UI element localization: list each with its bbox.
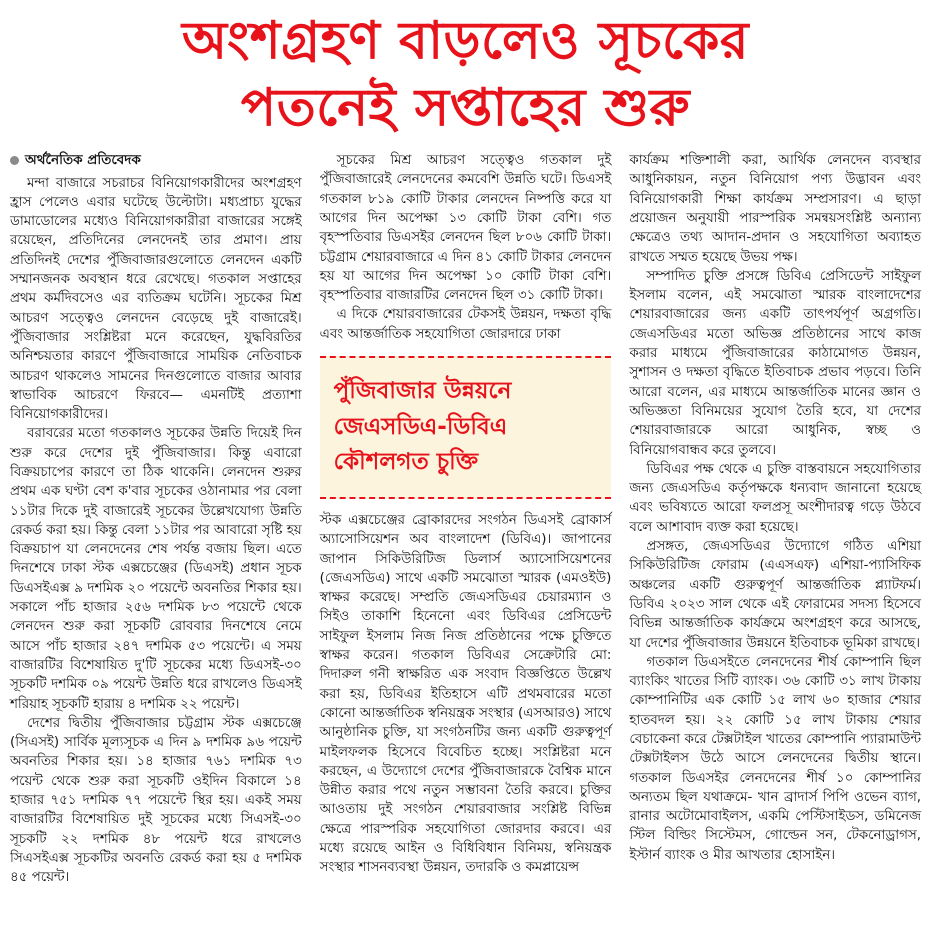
byline-text: অর্থনৈতিক প্রতিবেদক <box>25 152 141 169</box>
highlight-box <box>320 356 612 499</box>
paragraph-col1-3: দেশের দ্বিতীয় পুঁজিবাজার চট্টগ্রাম স্টক এক্সচেঞ্জে (সিএসই) সার্বিক মূল্যসূচক এ দিন ৯ দশমিক ৯৬ পয়েন্ট অবনতির শিকার হয়। ১৪ হাজার ৭৬১ দশমিক ৭৩ পয়েন্ট থেকে শুরু করা সূচকটি ওইদিন বিকালে ১৪ হাজার ৭৫১ দশমিক ৭৭ পয়েন্টে স্থির হয়। একই সময় বাজারটির বিশেষায়িত দুই সূচকের মধ্যে সিএসই-৩০ সূচকটি ২২ দশমিক ৪৮ পয়েন্ট ধরে রাখলেও সিএসইএক্স সূচকটির অবনতি রেকর্ড করা হয় ৫ দশমিক ৪৫ পয়েন্ট। <box>10 715 302 886</box>
column-2 <box>320 151 612 878</box>
highlight-box-text: পুঁজিবাজার উন্নয়নে জেএসডিএ-ডিবিএ কৌশলগত চুক্তি <box>333 378 512 476</box>
column-3 <box>629 151 921 865</box>
column-1 <box>10 151 302 887</box>
article-body <box>10 151 921 887</box>
article-headline <box>10 8 921 141</box>
paragraph-col2-1: সূচকের মিশ্র আচরণ সত্ত্বেও গতকাল দুই পুঁজিবাজারেই লেনদেনের কমবেশি উন্নতি ঘটে। ডিএসই গতকাল ৮১৯ কোটি টাকার লেনদেন নিষ্পত্তি করে যা আগের দিন অপেক্ষা ১৩ কোটি টাকা বেশি। গত বৃহস্পতিবার ডিএসইর লেনদেন ছিল ৮০৬ কোটি টাকা। চট্টগ্রাম শেয়ারবাজারে এ দিন ৪১ কোটি টাকার লেনদেন হয় যা আগের দিন অপেক্ষা ১০ কোটি টাকা বেশি। বৃহস্পতিবার বাজারটির লেনদেন ছিল ৩১ কোটি টাকা। <box>319 153 612 304</box>
paragraph-col2-3: স্টক এক্সচেঞ্জের ব্রোকারদের সংগঠন ডিএসই ব্রোকার্স অ্যাসোসিয়েশন অব বাংলাদেশ (ডিবিএ)। জাপানের জাপান সিকিউরিটিজ ডিলার্স অ্যাসোসিয়েশনের (জেএসডিএ) সাথে একটি সমঝোতা স্মারক (এমওইউ) স্বাক্ষর করেছে। সম্প্রতি জেএসডিএর চেয়ারম্যান ও সিইও তাকাশি হিনেনো এবং ডিবিএর প্রেসিডেন্ট সাইফুল ইসলাম নিজ নিজ প্রতিষ্ঠানের পক্ষে চুক্তিতে স্বাক্ষর করেন। গতকাল ডিবিএর সেক্রেটারি মো: দিদারুল গনী স্বাক্ষরিত এক সংবাদ বিজ্ঞপ্তিতে উল্লেখ করা হয়, ডিবিএর ইতিহাসে এটি প্রথমবারের মতো কোনো আন্তর্জাতিক স্বনিয়ন্ত্রক সংস্থার (এসআরও) সাথে আনুষ্ঠানিক চুক্তি, যা সংগঠনটির জন্য একটি গুরুত্বপূর্ণ মাইলফলক হিসেবে বিবেচিত হচ্ছে। সংশ্লিষ্টরা মনে করছেন, এ উদ্যোগে দেশের পুঁজিবাজারকে বৈশ্বিক মানে উন্নীত করার পথে নতুন সম্ভাবনা তৈরি করবে। চুক্তির আওতায় দুই সংগঠন শেয়ারবাজার সংশ্লিষ্ট বিভিন্ন ক্ষেত্রে পারস্পরিক সহযোগিতা জোরদার করবে। এর মধ্যে রয়েছে আইন ও বিধিবিধান বিনিময়, স্বনিয়ন্ত্রক সংস্থার শাসনব্যবস্থা উন্নয়ন, তদারকি ও কমপ্লায়েন্স <box>319 512 612 876</box>
paragraph-col3-2: সম্পাদিত চুক্তি প্রসঙ্গে ডিবিএ প্রেসিডেন্ট সাইফুল ইসলাম বলেন, এই সমঝোতা স্মারক বাংলাদেশের শেয়ারবাজারের জন্য একটি তাৎপর্যপূর্ণ অগ্রগতি। জেএসডিএর মতো অভিজ্ঞ প্রতিষ্ঠানের সাথে কাজ করার মাধ্যমে পুঁজিবাজারের কাঠামোগত উন্নয়ন, সুশাসন ও দক্ষতা বৃদ্ধিতে ইতিবাচক প্রভাব পড়বে। তিনি আরো বলেন, এর মাধ্যমে আন্তর্জাতিক মানের জ্ঞান ও অভিজ্ঞতা বিনিময়ের সুযোগ তৈরি হবে, যা দেশের শেয়ারবাজারকে আরো আধুনিক, স্বচ্ছ ও বিনিয়োগবান্ধব করে তুলবে। <box>629 268 922 458</box>
headline-line-1: অংশগ্রহণ বাড়লেও সূচকের <box>182 11 749 71</box>
paragraph-col3-1: কার্যক্রম শক্তিশালী করা, আর্থিক লেনদেন ব্যবস্থার আধুনিকায়ন, নতুন বিনিয়োগ পণ্য উদ্ভাবন এবং বিনিয়োগকারী শিক্ষা কার্যক্রম সম্প্রসারণ। এ ছাড়া প্রয়োজন অনুযায়ী পারস্পরিক সমন্বয়সংশ্লিষ্ট অন্যান্য ক্ষেত্রেও তথ্য আদান-প্রদান ও সহযোগিতা অব্যাহত রাখতে সম্মত হয়েছে উভয় পক্ষ। <box>629 153 922 265</box>
paragraph-col3-5: গতকাল ডিএসইতে লেনদেনের শীর্ষ কোম্পানি ছিল ব্যাংকিং খাতের সিটি ব্যাংক। ৩৬ কোটি ৩১ লাখ টাকায় কোম্পানিটির এক কোটি ১৫ লাখ ৬০ হাজার শেয়ার হাতবদল হয়। ২২ কোটি ১৫ লাখ টাকায় শেয়ার বেচাকেনা করে টেক্সটাইল খাতের কোম্পানি প্যারামাউন্ট টেক্সটাইলস উঠে আসে লেনদেনের দ্বিতীয় স্থানে। গতকাল ডিএসইর লেনদেনের শীর্ষ ১০ কোম্পানির অন্যতম ছিল যথাক্রমে- খান ব্রাদার্স পিপি ওভেন ব্যাগ, রানার অটোমোবাইলস, একমি পেস্টিসাইডস, ডমিনেজ স্টিল বিল্ডিং সিস্টেমস, গোল্ডেন সন, টেকনোড্রাগস, ইস্টার্ন ব্যাংক ও মীর আখতার হোসাইন। <box>629 654 922 863</box>
paragraph-col1-1: মন্দা বাজারে সচরাচর বিনিয়োগকারীদের অংশগ্রহণ হ্রাস পেলেও এবার ঘটেছে উল্টোটা। মধ্যপ্রাচ্য যুদ্ধের ডামাডোলের মধ্যেও বিনিয়োগকারীরা বাজারের সঙ্গেই রয়েছেন, প্রতিদিনের লেনদেনই তার প্রমাণ। প্রায় প্রতিদিনই দেশের পুঁজিবাজারগুলোতে লেনদেন একটি সম্মানজনক অবস্থান ধরে রেখেছে। গতকাল সপ্তাহের প্রথম কর্মদিবসেও এর ব্যতিক্রম ঘটেনি। সূচকের মিশ্র আচরণ সত্ত্বেও লেনদেন বেড়েছে দুই বাজারেই। পুঁজিবাজার সংশ্লিষ্টরা মনে করেছেন, যুদ্ধবিরতির অনিশ্চয়তার কারণে পুঁজিবাজারে সাময়িক নেতিবাচক আচরণ থাকলেও সামনের দিনগুলোতে বাজার আবার স্বাভাবিক আচরণে ফিরবে— এমনটিই প্রত্যাশা বিনিয়োগকারীদের। <box>10 175 302 423</box>
headline-line-2: পতনেই সপ্তাহের শুরু <box>240 77 691 138</box>
paragraph-col3-4: প্রসঙ্গত, জেএসডিএর উদ্যোগে গঠিত এশিয়া সিকিউরিটিজ ফোরাম (এএসএফ) এশিয়া-প্যাসিফিক অঞ্চলের একটি গুরুত্বপূর্ণ আন্তর্জাতিক প্ল্যাটফর্ম। ডিবিএ ২০২৩ সাল থেকে এই ফোরামের সদস্য হিসেবে বিভিন্ন আন্তর্জাতিক কার্যক্রমে অংশগ্রহণ করে আসছে, যা দেশের পুঁজিবাজার উন্নয়নে ইতিবাচক ভূমিকা রাখছে। <box>629 539 922 651</box>
paragraph-col2-2: এ দিকে শেয়ারবাজারের টেকসই উন্নয়ন, দক্ষতা বৃদ্ধি এবং আন্তর্জাতিক সহযোগিতা জোরদারে ঢাকা <box>319 307 612 342</box>
paragraph-col1-2: বরাবরের মতো গতকালও সূচকের উন্নতি দিয়েই দিন শুরু করে দেশের দুই পুঁজিবাজার। কিন্তু এবারো বিক্রয়চাপের কারণে তা ঠিক থাকেনি। লেনদেন শুরুর প্রথম এক ঘণ্টা বেশ ক'বার সূচকের ওঠানামার পর বেলা ১১টার দিকে দুই বাজারেই সূচকের উল্লেখযোগ্য উন্নতি রেকর্ড করা হয়। কিন্তু বেলা ১১টার পর আবারো সৃষ্টি হয় বিক্রয়চাপ যা লেনদেনের শেষ পর্যন্ত বজায় ছিল। এতে দিনশেষে ঢাকা স্টক এক্সচেঞ্জের (ডিএসই) প্রধান সূচক ডিএসইএক্স ৯ দশমিক ২০ পয়েন্টে অবনতির শিকার হয়। সকালে পাঁচ হাজার ২৫৬ দশমিক ৮৩ পয়েন্টে থেকে লেনদেন শুরু করা সূচকটি রোববার দিনশেষে নেমে আসে পাঁচ হাজার ২৪৭ দশমিক ৫৩ পয়েন্টে। এ সময় বাজারটির বিশেষায়িত দু'টি সূচকের মধ্যে ডিএসই-৩০ সূচকটি দশমিক ০৯ পয়েন্ট উন্নতি ধরে রাখলেও ডিএসই শরিয়াহ সূচকটি হারায় ৪ দশমিক ২২ পয়েন্ট। <box>10 426 302 712</box>
paragraph-col3-3: ডিবিএর পক্ষ থেকে এ চুক্তি বাস্তবায়নে সহযোগিতার জন্য জেএসডিএ কর্তৃপক্ষকে ধন্যবাদ জানানো হয়েছে এবং ভবিষ্যতে আরো ফলপ্রসূ অংশীদারত্ব গড়ে উঠবে বলে আশাবাদ ব্যক্ত করা হয়েছে। <box>629 461 922 535</box>
byline <box>10 151 302 170</box>
bullet-icon <box>10 156 19 165</box>
